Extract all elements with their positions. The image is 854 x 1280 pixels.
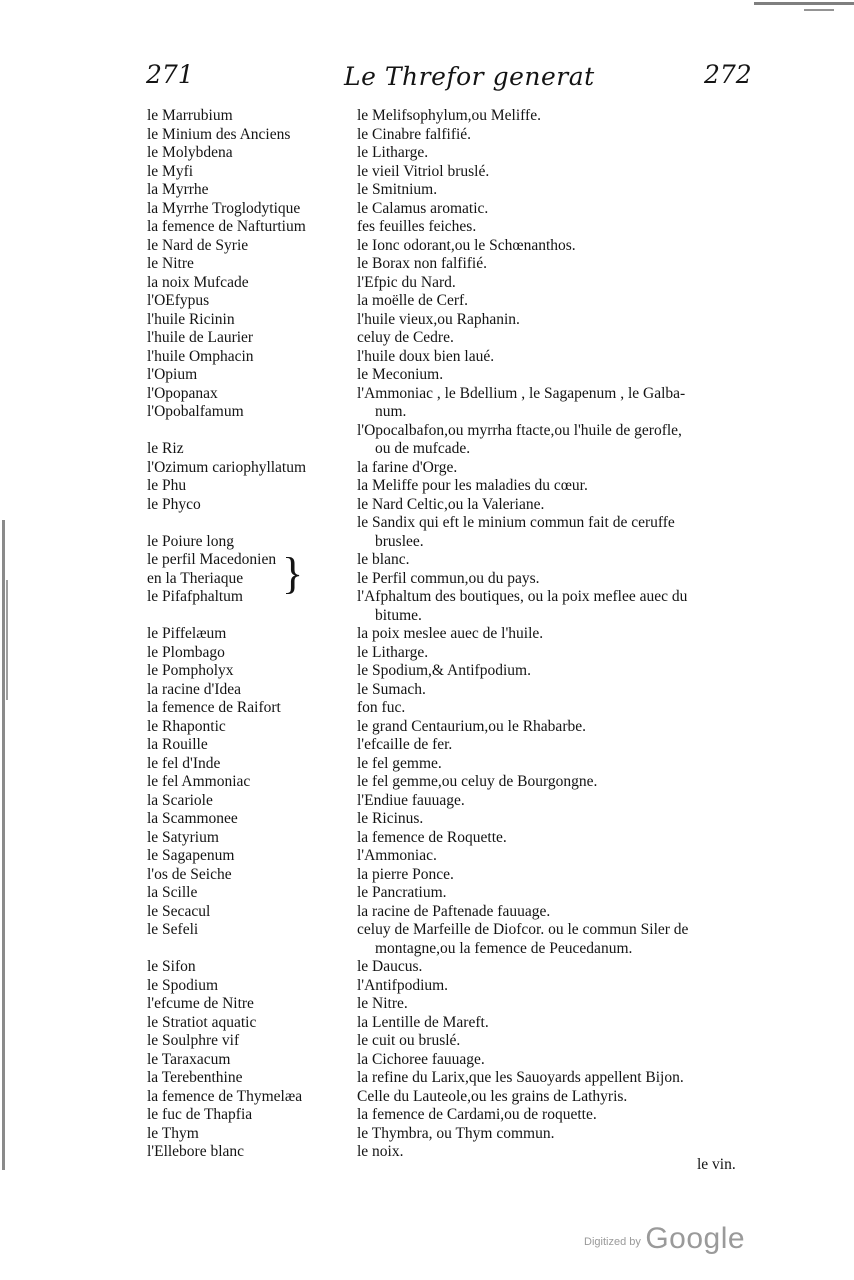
right-entry: l'Ammoniac , le Bdellium , le Sagapenum , le Galba- xyxy=(357,384,686,402)
left-entry: le fuc de Thapfia xyxy=(147,1106,253,1123)
left-entry: le Sagapenum xyxy=(147,847,235,864)
right-entry: le Daucus. xyxy=(357,958,423,975)
left-column-simples xyxy=(147,107,347,1162)
page-number-left: 271 xyxy=(146,60,194,89)
right-entry: l'huile doux bien laué. xyxy=(357,347,495,365)
blank-line xyxy=(147,607,347,626)
right-entry: le fel gemme. xyxy=(357,754,442,772)
right-entry: celuy de Cedre. xyxy=(357,329,454,346)
left-entry: le Nard de Syrie xyxy=(147,236,249,254)
left-entry: le Soulphre vif xyxy=(147,1032,240,1049)
left-entry: l'OEfypus xyxy=(147,292,210,309)
left-entry: la Scammonee xyxy=(147,810,238,827)
blank-line xyxy=(147,940,347,959)
left-entry: le Phyco xyxy=(147,495,201,513)
right-entry: le Melifsophylum,ou Meliffe. xyxy=(357,107,541,124)
left-entry: le Plombago xyxy=(147,643,225,661)
left-entry: le Rhapontic xyxy=(147,717,226,735)
left-entry: la femence de Thymelæa xyxy=(147,1087,303,1105)
blank-line xyxy=(147,422,347,441)
right-entry: la Meliffe pour les maladies du cœur. xyxy=(357,477,588,494)
left-entry: le Phu xyxy=(147,477,187,494)
right-entry: le Spodium,& Antifpodium. xyxy=(357,662,531,679)
binding-edge-marks xyxy=(0,490,12,1180)
right-entry-continuation: num. xyxy=(375,403,407,420)
left-entry: la Terebenthine xyxy=(147,1069,243,1086)
right-entry: l'Efpic du Nard. xyxy=(357,273,456,291)
left-entry: la Scariole xyxy=(147,791,213,809)
left-entry: l'Opium xyxy=(147,366,198,383)
right-entry-continuation: bruslee. xyxy=(375,532,424,550)
right-entry: Celle du Lauteole,ou les grains de Lathyris. xyxy=(357,1087,628,1105)
right-entry: la femence de Cardami,ou de roquette. xyxy=(357,1106,597,1123)
right-entry: le Sandix qui eft le minium commun fait de ceruffe xyxy=(357,514,675,531)
left-entry: le fel d'Inde xyxy=(147,754,221,772)
left-entry: le Myfi xyxy=(147,162,194,180)
right-entry: la poix meslee auec de l'huile. xyxy=(357,625,544,642)
left-entry: l'huile Omphacin xyxy=(147,347,254,365)
right-entry: le Borax non falfifié. xyxy=(357,255,487,272)
left-entry: le Poiure long xyxy=(147,532,234,550)
right-entry: l'Opocalbafon,ou myrrha ftacte,ou l'huile de gerofle, xyxy=(357,421,682,439)
right-entry: le grand Centaurium,ou le Rhabarbe. xyxy=(357,717,586,735)
left-entry: la Rouille xyxy=(147,736,208,753)
left-entry: l'huile Ricinin xyxy=(147,310,235,328)
left-entry: le fel Ammoniac xyxy=(147,773,251,790)
left-entry: le Taraxacum xyxy=(147,1050,231,1068)
left-entry: en la Theriaque xyxy=(147,569,244,587)
left-entry: l'os de Seiche xyxy=(147,865,232,883)
right-entry: l'huile vieux,ou Raphanin. xyxy=(357,310,520,328)
right-entry: le Nitre. xyxy=(357,995,408,1012)
left-entry: le Satyrium xyxy=(147,828,219,846)
left-entry: le Nitre xyxy=(147,255,194,272)
left-entry: la noix Mufcade xyxy=(147,273,249,291)
right-entry: la farine d'Orge. xyxy=(357,458,458,476)
left-entry: l'huile de Laurier xyxy=(147,329,254,346)
right-entry: le noix. xyxy=(357,1143,404,1160)
left-entry: le Marrubium xyxy=(147,107,233,124)
right-entry: la moëlle de Cerf. xyxy=(357,292,469,309)
page-edge-marks xyxy=(734,0,854,18)
left-entry: la femence de Nafturtium xyxy=(147,218,306,235)
right-entry: la refine du Larix,que les Sauoyards appellent Bijon. xyxy=(357,1069,684,1086)
stamp-prefix: Digitized by xyxy=(584,1236,641,1248)
right-entry: le Cinabre falfifié. xyxy=(357,125,472,143)
right-entry: le Thymbra, ou Thym commun. xyxy=(357,1124,555,1142)
left-entry: la Myrrhe xyxy=(147,181,209,198)
left-entry: l'Opobalfamum xyxy=(147,403,244,420)
right-entry: celuy de Marfeille de Diofcor. ou le commun Siler de xyxy=(357,921,689,938)
right-entry: la pierre Ponce. xyxy=(357,865,454,883)
right-entry: le Litharge. xyxy=(357,144,429,161)
left-entry: l'Ellebore blanc xyxy=(147,1143,245,1160)
right-entry: le vieil Vitriol bruslé. xyxy=(357,162,490,180)
right-entry: le Nard Celtic,ou la Valeriane. xyxy=(357,495,545,513)
page-number-right: 272 xyxy=(704,60,752,89)
right-entry: le Ricinus. xyxy=(357,810,424,827)
right-entry: le cuit ou bruslé. xyxy=(357,1032,461,1049)
right-entry: l'Endiue fauuage. xyxy=(357,791,465,809)
right-entry-continuation: bitume. xyxy=(375,606,422,624)
right-entry: l'efcaille de fer. xyxy=(357,736,453,753)
left-entry: le Stratiot aquatic xyxy=(147,1013,257,1031)
right-entry: l'Antifpodium. xyxy=(357,976,449,994)
right-entry: le Ionc odorant,ou le Schœnanthos. xyxy=(357,236,576,254)
left-entry: le Secacul xyxy=(147,902,211,920)
left-entry: le Spodium xyxy=(147,976,219,994)
left-entry: le Sefeli xyxy=(147,921,199,938)
right-entry: l'Afphaltum des boutiques, ou la poix meflee auec du xyxy=(357,588,688,605)
right-entry: le fel gemme,ou celuy de Bourgongne. xyxy=(357,773,598,790)
left-entry: le Minium des Anciens xyxy=(147,125,291,143)
left-entry: le Pifafphaltum xyxy=(147,588,243,605)
right-entry: le Calamus aromatic. xyxy=(357,199,489,217)
right-column-substitutes xyxy=(357,107,742,1162)
right-entry: fes feuilles feiches. xyxy=(357,218,477,235)
right-entry: la femence de Roquette. xyxy=(357,828,507,846)
google-logo: Google xyxy=(645,1222,746,1255)
left-entry: le Thym xyxy=(147,1124,199,1142)
left-entry: l'Opopanax xyxy=(147,384,218,402)
right-entry: le blanc. xyxy=(357,551,410,568)
right-entry: le Smitnium. xyxy=(357,181,438,198)
left-entry: la Scille xyxy=(147,884,198,901)
right-entry: le Sumach. xyxy=(357,680,426,698)
catchword: le vin. xyxy=(697,1156,736,1173)
right-entry: la Cichoree fauuage. xyxy=(357,1050,485,1068)
right-entry: le Perfil commun,ou du pays. xyxy=(357,569,540,587)
right-entry: le Meconium. xyxy=(357,366,444,383)
left-entry: le Pompholyx xyxy=(147,662,234,679)
right-entry-continuation: montagne,ou la femence de Peucedanum. xyxy=(375,939,633,957)
left-entry: la Myrrhe Troglodytique xyxy=(147,199,301,217)
right-entry-continuation: ou de mufcade. xyxy=(375,440,471,457)
right-entry: l'Ammoniac. xyxy=(357,847,437,864)
right-entry: la Lentille de Mareft. xyxy=(357,1013,489,1031)
left-entry: l'Ozimum cariophyllatum xyxy=(147,458,307,476)
left-entry: le Piffelæum xyxy=(147,625,227,642)
right-entry: fon fuc. xyxy=(357,699,406,716)
left-entry: le perfil Macedonien xyxy=(147,551,277,568)
left-entry: la racine d'Idea xyxy=(147,680,242,698)
left-entry: le Riz xyxy=(147,440,184,457)
left-entry: la femence de Raifort xyxy=(147,699,281,716)
blank-line xyxy=(147,514,347,533)
left-entry: le Sifon xyxy=(147,958,196,975)
right-entry: la racine de Paftenade fauuage. xyxy=(357,902,551,920)
right-entry: le Litharge. xyxy=(357,643,429,661)
left-entry: l'efcume de Nitre xyxy=(147,995,254,1012)
right-entry: le Pancratium. xyxy=(357,884,447,901)
digitization-stamp xyxy=(584,1222,745,1256)
curly-brace-icon: } xyxy=(282,549,304,598)
left-entry: le Molybdena xyxy=(147,144,233,161)
running-title: Le Threfor generat xyxy=(344,62,595,91)
